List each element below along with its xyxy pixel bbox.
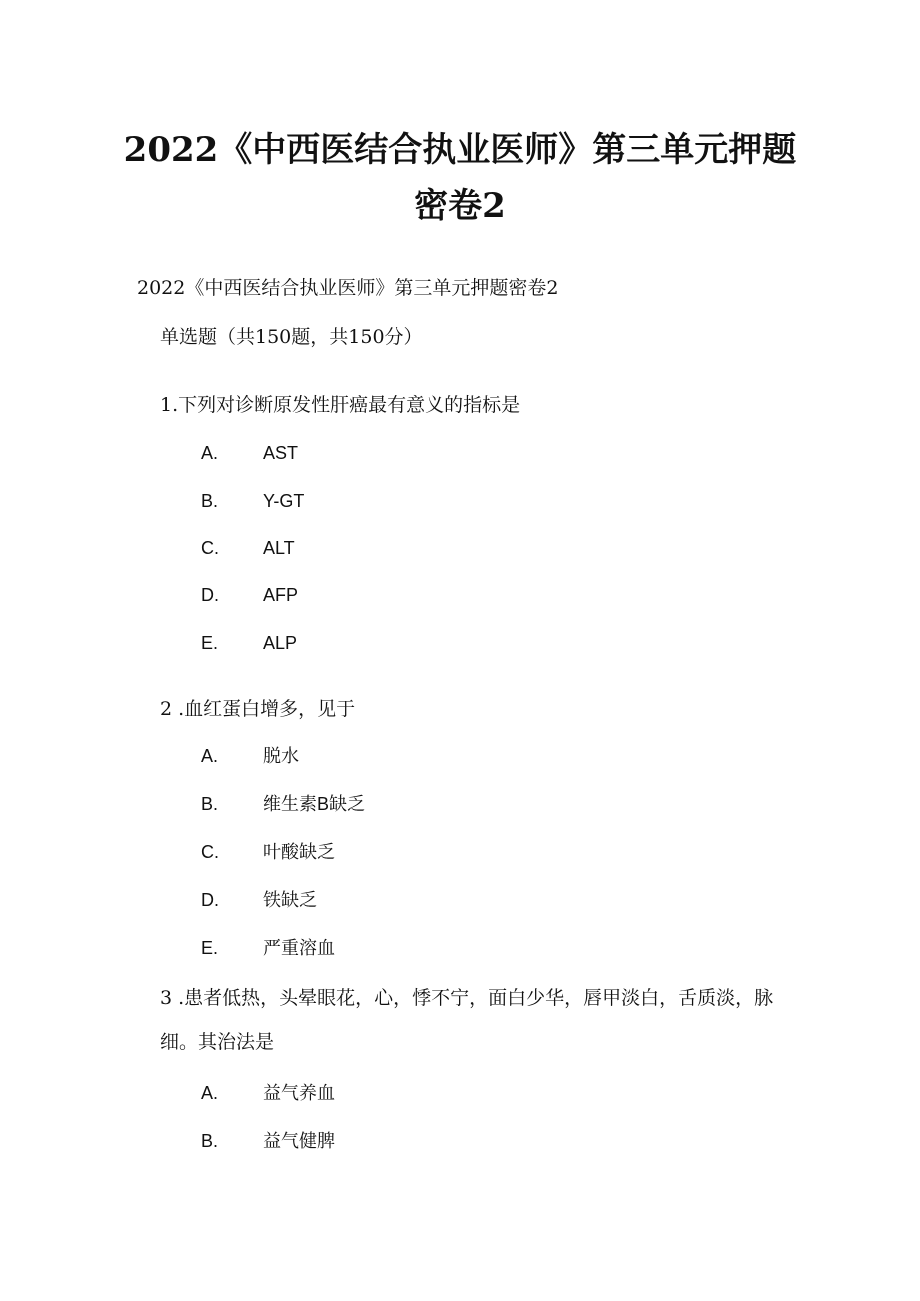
option-letter: C. [201, 538, 219, 558]
option-1e [201, 629, 601, 658]
option-text: 铁缺乏 [263, 890, 317, 910]
option-text: ALP [263, 633, 298, 653]
option-letter: A. [201, 443, 219, 463]
option-text: AST [263, 443, 299, 463]
option-text: AFP [263, 585, 299, 605]
document-subtitle: 2022《中西医结合执业医师》第三单元押题密卷2 [137, 277, 559, 299]
option-2a [201, 742, 601, 771]
option-letter: D. [201, 890, 219, 910]
option-text: Y-GT [263, 491, 305, 511]
option-letter: A. [201, 746, 219, 766]
option-text: 脱水 [263, 746, 299, 766]
option-letter: E. [201, 938, 219, 958]
question-1: 1.下列对诊断原发性肝癌最有意义的指标是 [160, 394, 521, 416]
title-line-2: 密卷2 [414, 186, 506, 226]
option-1b [201, 487, 601, 516]
option-letter: B. [201, 1131, 219, 1151]
option-2b [201, 790, 601, 819]
option-text: 严重溶血 [263, 938, 335, 958]
title-line-1: 2022《中西医结合执业医师》第三单元押题 [123, 130, 797, 170]
option-text: 维生素B缺乏 [263, 794, 366, 814]
option-text: 益气健脾 [263, 1131, 335, 1151]
option-letter: A. [201, 1083, 219, 1103]
option-letter: C. [201, 842, 219, 862]
option-2c [201, 838, 601, 867]
option-3b [201, 1127, 601, 1156]
option-letter: B. [201, 491, 219, 511]
option-text: ALT [263, 538, 295, 558]
option-letter: D. [201, 585, 219, 605]
option-1d [201, 581, 601, 610]
option-letter: B. [201, 794, 219, 814]
option-2d [201, 886, 601, 915]
option-text: 益气养血 [263, 1083, 335, 1103]
option-1c [201, 534, 601, 563]
question-3: 3 .患者低热，头晕眼花，心，悸不宁，面白少华，唇甲淡白，舌质淡，脉细。其治法是 [160, 987, 774, 1053]
document-title [60, 122, 860, 234]
option-text: 叶酸缺乏 [263, 842, 335, 862]
question-2: 2 .血红蛋白增多，见于 [160, 698, 356, 720]
option-2e [201, 934, 601, 963]
option-letter: E. [201, 633, 219, 653]
option-3a [201, 1079, 601, 1108]
option-1a [201, 439, 601, 468]
section-heading: 单选题（共150题，共150分） [160, 326, 423, 348]
